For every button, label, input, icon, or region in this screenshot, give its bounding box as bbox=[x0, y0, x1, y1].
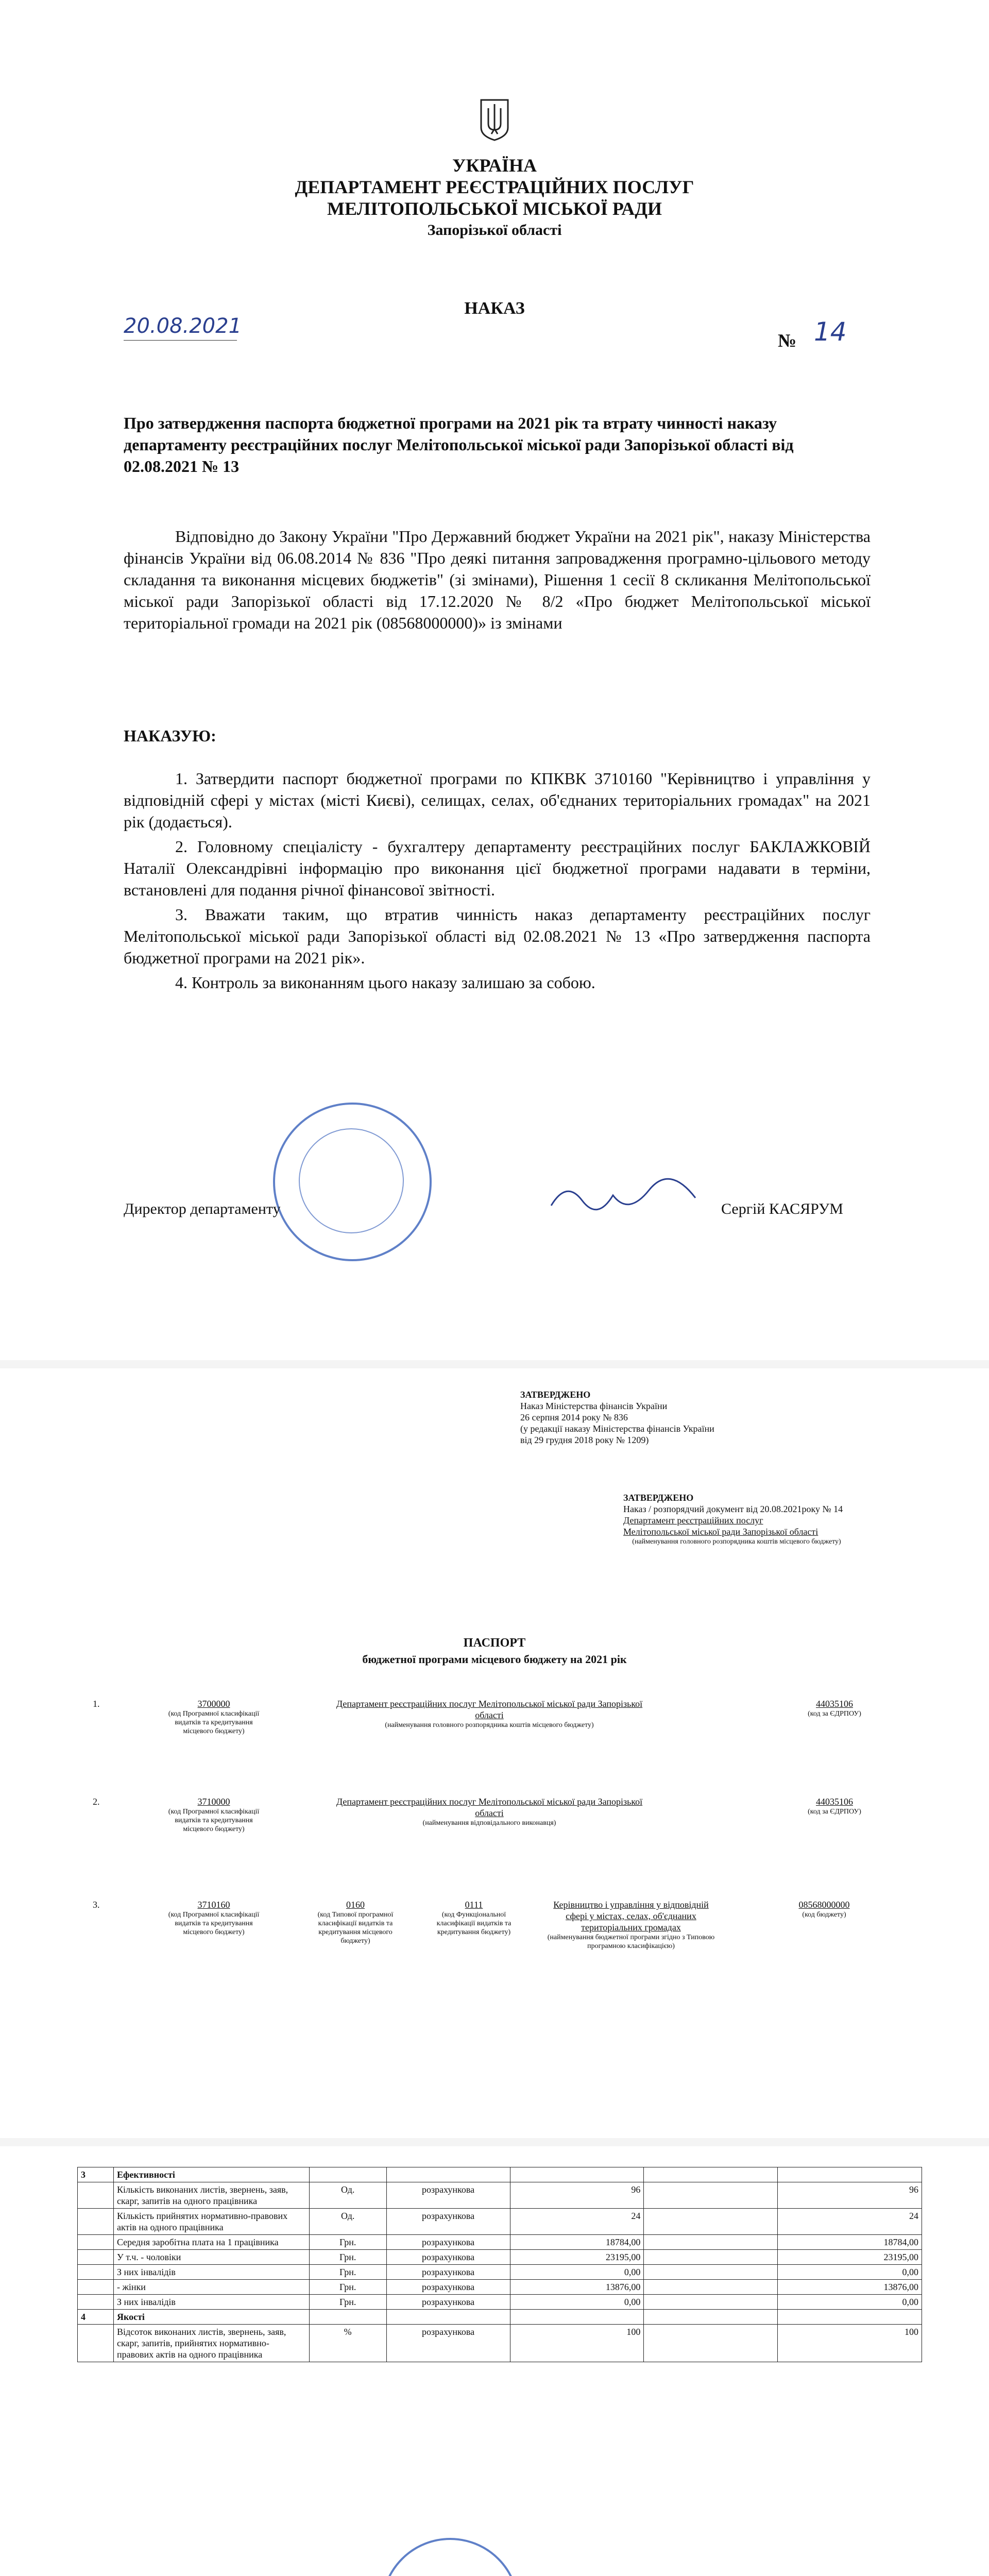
passport-row-2-edrpou: 44035106 bbox=[816, 1797, 853, 1807]
passport-row-3-budget-code: 08568000000 bbox=[798, 1900, 850, 1910]
passport-row-1: 1. 3700000 (код Програмної класифікації видатків та кредитування місцевого бюджету) Департамент реєстраційних послуг Мелітопольської міської ради Запорізької області (найменування головного розпорядника коштів місцевого бюджету) 44035106 (код за ЄДРПОУ) bbox=[93, 1698, 896, 1775]
order-number-sign: № bbox=[778, 330, 797, 351]
order-item-3: 3. Вважати таким, що втратив чинність наказ департаменту реєстраційних послуг Мелітопольської міської ради Запорізької області від 02.08.2021 № 13 «Про затвердження паспорта бюджетної програми на 2021 рік». bbox=[124, 905, 871, 967]
round-stamp-2 bbox=[381, 2538, 519, 2576]
indicators-table bbox=[77, 2167, 922, 2362]
indicator-row: З них інвалідів Грн. розрахункова 0,00 0,00 bbox=[78, 2265, 922, 2280]
approval-org-caption: (найменування головного розпорядника коштів місцевого бюджету) bbox=[632, 1538, 841, 1546]
passport-row-2: 2. 3710000 (код Програмної класифікації видатків та кредитування місцевого бюджету) Департамент реєстраційних послуг Мелітопольської міської ради Запорізької області (найменування відповідального виконавця) 44035106 (код за ЄДРПОУ) bbox=[93, 1796, 896, 1873]
indicator-row: 4 Якості bbox=[78, 2310, 922, 2325]
approval-org-1: Департамент реєстраційних послуг bbox=[623, 1515, 763, 1526]
order-preamble: Відповідно до Закону України "Про Державний бюджет України на 2021 рік", наказу Міністерства фінансів України від 06.08.2014 № 836 "Про деякі питання запровадження програмно-цільового методу складання та виконання місцевих бюджетів" (зі змінами), Рішення 1 сесії 8 скликання Мелітопольської міської ради Запорізької області від 17.12.2020 № 8/2 «Про бюджет Мелітопольської міської територіальної громади на 2021 рік (08568000000)» із змінами bbox=[124, 527, 871, 632]
region-heading: Запорізької області bbox=[427, 222, 562, 239]
passport-page bbox=[0, 1368, 989, 2138]
approval-1-line-2: Наказ Міністерства фінансів України bbox=[520, 1401, 668, 1411]
passport-row-1-code: 3700000 bbox=[197, 1699, 230, 1709]
indicator-row: У т.ч. - чоловіки Грн. розрахункова 23195,00 23195,00 bbox=[78, 2250, 922, 2265]
dept-heading-2: МЕЛІТОПОЛЬСЬКОЇ МІСЬКОЇ РАДИ bbox=[327, 198, 662, 219]
order-number: 14 bbox=[814, 317, 847, 347]
approval-1-line-3: 26 серпня 2014 року № 836 bbox=[520, 1412, 628, 1422]
passport-row-3-program-code: 3710160 bbox=[197, 1900, 230, 1910]
approval-org-2: Мелітопольської міської ради Запорізької області bbox=[623, 1527, 819, 1537]
signer-name: Сергій КАСЯРУМ bbox=[721, 1200, 843, 1217]
passport-row-3-functional-code: 0111 bbox=[465, 1900, 483, 1910]
approval-1-line-4: (у редакції наказу Міністерства фінансів України bbox=[520, 1423, 714, 1434]
approval-1-heading: ЗАТВЕРДЖЕНО bbox=[520, 1389, 591, 1400]
signature bbox=[546, 1175, 701, 1221]
passport-subtitle: бюджетної програми місцевого бюджету на 2021 рік bbox=[362, 1653, 627, 1666]
passport-row-1-name: Департамент реєстраційних послуг Мелітопольської міської ради Запорізької області bbox=[336, 1699, 643, 1720]
order-item-2: 2. Головному спеціалісту - бухгалтеру департаменту реєстраційних послуг БАКЛАЖКОВІЙ Наталії Олександрівні інформацію про виконання цієї бюджетної програми надавати в терміни, встановлені для подання річної фінансової звітності. bbox=[124, 837, 871, 899]
indicators-page bbox=[0, 2146, 989, 2576]
approval-doc-line: Наказ / розпорядчий документ від 20.08.2021року № 14 bbox=[623, 1504, 843, 1514]
indicator-row: Кількість виконаних листів, звернень, заяв, скарг, запитів на одного працівника Од. розрахункова 96 96 bbox=[78, 2182, 922, 2209]
order-title: Про затвердження паспорта бюджетної програми на 2021 рік та втрату чинності наказу департаменту реєстраційних послуг Мелітопольської міської ради Запорізької області від 02.08.2021 № 13 bbox=[124, 414, 794, 476]
dept-heading-1: ДЕПАРТАМЕНТ РЕЄСТРАЦІЙНИХ ПОСЛУГ bbox=[295, 177, 694, 197]
indicator-row: З них інвалідів Грн. розрахункова 0,00 0,00 bbox=[78, 2295, 922, 2310]
passport-title: ПАСПОРТ bbox=[463, 1636, 526, 1650]
indicator-row: 3 Ефективності bbox=[78, 2167, 922, 2182]
coat-of-arms-icon bbox=[479, 98, 510, 141]
approval-1-line-5: від 29 грудня 2018 року № 1209) bbox=[520, 1435, 649, 1445]
passport-row-3-program-name: Керівництво і управління у відповідній сфері у містах, селах, об'єднаних територіальних громадах bbox=[553, 1900, 709, 1933]
indicator-row: Кількість прийнятих нормативно-правових актів на одного працівника Од. розрахункова 24 24 bbox=[78, 2209, 922, 2235]
indicator-row: - жінки Грн. розрахункова 13876,00 13876,00 bbox=[78, 2280, 922, 2295]
country-heading: УКРАЇНА bbox=[452, 155, 537, 176]
signer-title: Директор департаменту bbox=[124, 1200, 281, 1217]
indicator-row: Середня заробітна плата на 1 працівника Грн. розрахункова 18784,00 18784,00 bbox=[78, 2235, 922, 2250]
passport-row-2-name: Департамент реєстраційних послуг Мелітопольської міської ради Запорізької області bbox=[336, 1797, 643, 1818]
indicator-row: Відсоток виконаних листів, звернень, заяв, скарг, запитів, прийнятих нормативно-правових актів на одного працівника % розрахункова 100 100 bbox=[78, 2325, 922, 2362]
order-item-4: 4. Контроль за виконанням цього наказу залишаю за собою. bbox=[175, 973, 595, 992]
passport-row-3: 3. 3710160 (код Програмної класифікації видатків та кредитування місцевого бюджету) 0160 (код Типової програмної класифікації видатків та кредитування місцевого бюджету) 0111 (код Функціональної класифікації видатків та кредитування бюджету) Керівництво і управління у відповідній сфері у містах, селах, об'єднаних територіальних громадах (найменування бюджетної програми згідно з Типовою програмною класифікацією) 08568000000 (код бюджету) bbox=[93, 1899, 917, 2054]
order-item-1: 1. Затвердити паспорт бюджетної програми по КПКВК 3710160 "Керівництво і управління у відповідній сфері у містах (місті Києві), селищах, селах, об'єднаних територіальних громадах" на 2021 рік (додається). bbox=[124, 769, 871, 831]
order-date: 20.08.2021 bbox=[124, 314, 242, 338]
doc-type: НАКАЗ bbox=[464, 299, 525, 318]
passport-row-3-typical-code: 0160 bbox=[346, 1900, 365, 1910]
approval-2-heading: ЗАТВЕРДЖЕНО bbox=[623, 1493, 694, 1503]
passport-row-1-edrpou: 44035106 bbox=[816, 1699, 853, 1709]
order-word: НАКАЗУЮ: bbox=[124, 726, 216, 745]
passport-row-2-code: 3710000 bbox=[197, 1797, 230, 1807]
